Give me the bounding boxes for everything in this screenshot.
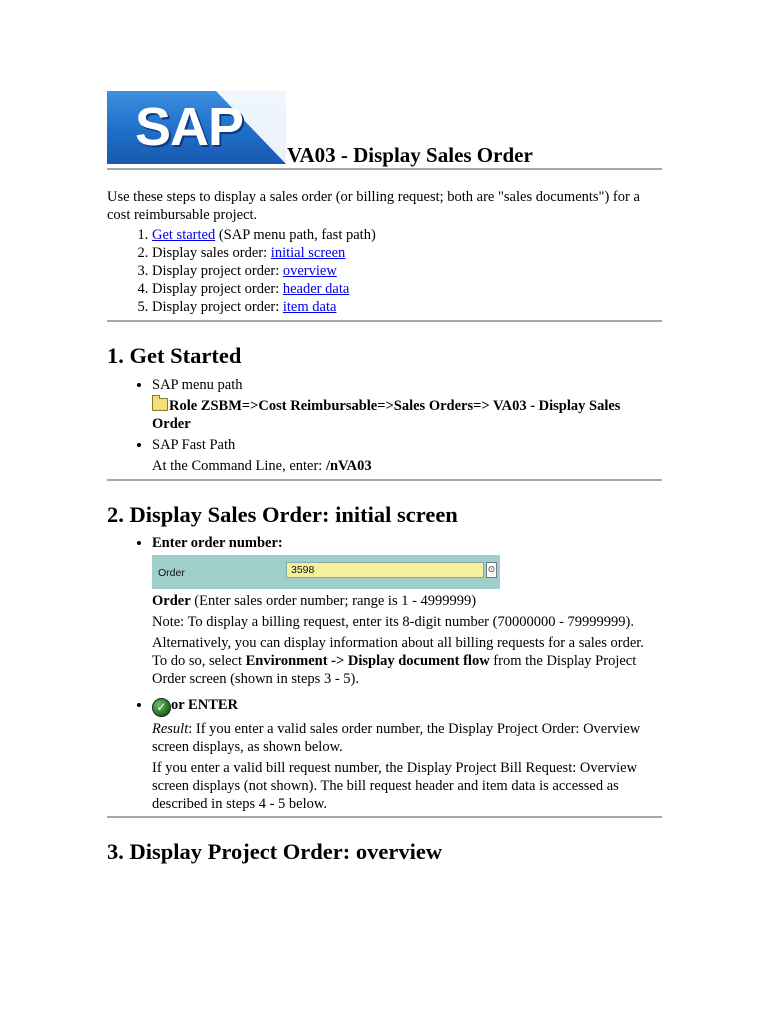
list-item xyxy=(152,436,662,475)
value-help-icon[interactable]: ⊙ xyxy=(486,562,497,578)
list-item xyxy=(152,534,662,688)
link-item-data[interactable]: item data xyxy=(282,299,337,315)
order-field-label: Order xyxy=(158,567,185,579)
fast-path-instruction: At the Command Line, enter: /nVA03 xyxy=(152,458,372,474)
result-text: Result: If you enter a valid sales order number, the Display Project Order: Overview screen displays, as shown below. xyxy=(152,721,641,755)
sap-logo xyxy=(107,91,286,164)
section-heading-initial-screen: 2. Display Sales Order: initial screen xyxy=(107,502,458,527)
list-item xyxy=(152,696,662,813)
order-description: Order (Enter sales order number; range is 1 - 4999999) xyxy=(152,593,477,609)
divider xyxy=(107,320,662,322)
fast-path-label: • SAP Fast Path xyxy=(152,437,236,453)
enter-instruction: • ✓ or ENTER xyxy=(152,696,662,717)
intro-text: Use these steps to display a sales order (or billing request; both are "sales documents") for a cost reimbursable project. xyxy=(107,189,640,223)
link-get-started[interactable]: Get started xyxy=(152,227,216,243)
link-overview[interactable]: overview xyxy=(282,263,337,279)
sap-logo-text: SAP xyxy=(135,97,244,157)
list-item: 5. Display project order: item data xyxy=(152,298,662,316)
get-started-list xyxy=(107,376,662,475)
document-header xyxy=(107,90,662,168)
section-heading-overview: 3. Display Project Order: overview xyxy=(107,839,443,864)
list-item: 3. Display project order: overview xyxy=(152,262,662,280)
list-item: 2. Display sales order: initial screen xyxy=(152,244,662,262)
billing-note: Note: To display a billing request, enter its 8-digit number (70000000 - 79999999). xyxy=(152,614,634,630)
list-item xyxy=(152,376,662,433)
check-icon[interactable]: ✓ xyxy=(152,698,171,717)
alternative-text: Alternatively, you can display information about all billing requests for a sales order. To do so, select Environment -> Display document flow from the Display Project Order screen (shown in steps 3 - 5). xyxy=(152,635,644,687)
link-initial-screen[interactable]: initial screen xyxy=(270,245,346,261)
page-title: VA03 - Display Sales Order xyxy=(287,143,533,167)
fast-path-code: /nVA03 xyxy=(325,458,372,474)
bill-request-text: If you enter a valid bill request number, the Display Project Bill Request: Overview screen displays (not shown). The bill request header and item data is accessed as described in steps 4 - 5 below. xyxy=(152,760,638,812)
list-item: 1. Get started (SAP menu path, fast path) xyxy=(152,226,662,244)
divider xyxy=(107,816,662,818)
folder-icon xyxy=(152,398,168,411)
divider xyxy=(107,479,662,481)
list-item: 4. Display project order: header data xyxy=(152,280,662,298)
sap-order-field-screenshot xyxy=(152,555,500,589)
menu-path: Role ZSBM=>Cost Reimbursable=>Sales Orders=> VA03 - Display Sales Order xyxy=(152,398,621,432)
menu-path-label: • SAP menu path xyxy=(152,377,243,393)
steps-list xyxy=(107,226,662,316)
divider xyxy=(107,168,662,170)
enter-order-label: • Enter order number: xyxy=(152,535,283,551)
link-header-data[interactable]: header data xyxy=(282,281,350,297)
document-page xyxy=(107,90,662,866)
order-input[interactable]: 3598 xyxy=(286,562,484,578)
initial-screen-list xyxy=(107,534,662,813)
section-heading-get-started: 1. Get Started xyxy=(107,343,242,368)
